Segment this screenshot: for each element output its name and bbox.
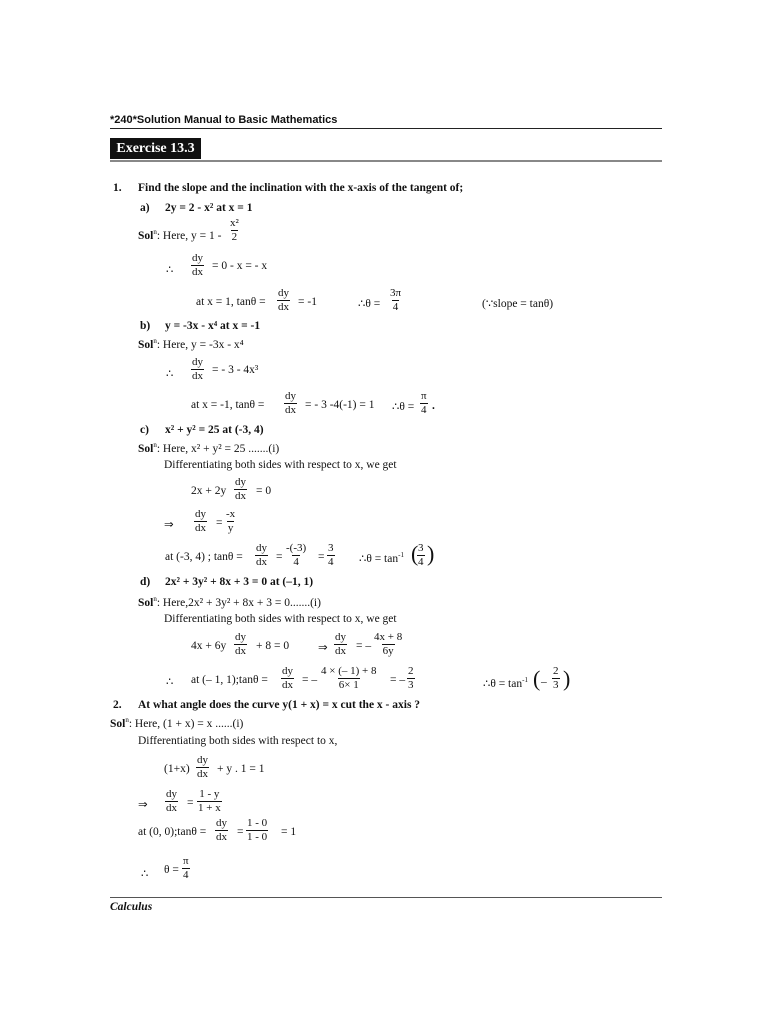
q1c-slope-result: $\frac{3}{4}$: [328, 542, 334, 568]
q1d-differentiating: Differentiating both sides with respect to x, we get: [164, 613, 397, 625]
q1d-line1-mid: + 8 = 0: [256, 640, 290, 652]
q1a-equation: 2y = 2 - x² at x = 1: [165, 202, 253, 214]
q1c-theta: ∴θ = $\tan^{-1}$: [359, 551, 404, 565]
q1d-solution: Sol$^n$: Here,2x² + 3y² + 8x + 3 = 0.......(i): [138, 595, 321, 609]
q1c-differentiating: Differentiating both sides with respect to x, we get: [164, 459, 397, 471]
equals-sign: =: [216, 517, 223, 529]
equals-minus: = –: [356, 640, 372, 652]
q2-theta-fraction: $\frac{\pi}{4}$: [183, 855, 189, 881]
q1-number: 1.: [113, 182, 122, 194]
dy-dx-fraction: $\frac{dy}{dx}$: [282, 665, 293, 691]
footer-rule: [110, 897, 662, 898]
q1b-theta-prefix: ∴θ =: [392, 401, 415, 413]
q2-slope-fraction: $\frac{1 - 0}{1 - 0}$: [247, 817, 268, 843]
q1b-derivative: = - 3 - 4x³: [212, 364, 259, 376]
q1b-label: b): [140, 320, 151, 332]
q1d-label: d): [140, 576, 151, 588]
q1a-theta-fraction: $\frac{3\pi}{4}$: [390, 287, 402, 313]
left-paren: (: [533, 666, 541, 691]
q2-line1-right: + y . 1 = 1: [217, 763, 265, 775]
q1c-theta-fraction: $\frac{3}{4}$: [418, 542, 424, 568]
therefore-symbol: ∴: [166, 368, 174, 380]
equals-sign: =: [276, 551, 283, 563]
q1d-theta-fraction: $\frac{2}{3}$: [553, 665, 559, 691]
dy-dx-fraction: $\frac{dy}{dx}$: [166, 788, 177, 814]
dy-dx-fraction: $\frac{dy}{dx}$: [216, 817, 227, 843]
q1c-solution: Sol$^n$: Here, x² + y² = 25 .......(i): [138, 441, 280, 455]
q1d-slope-text: at (– 1, 1);tanθ =: [191, 674, 268, 686]
dy-dx-fraction: $\frac{dy}{dx}$: [192, 356, 203, 382]
q1c-line1-left: 2x + 2y: [191, 485, 227, 497]
q1d-theta-sign: –: [541, 676, 547, 688]
dy-dx-fraction: $\frac{dy}{dx}$: [285, 390, 296, 416]
q2-theta-prefix: θ =: [164, 864, 179, 876]
dy-dx-fraction: $\frac{dy}{dx}$: [335, 631, 346, 657]
q1c-slope-fraction: $\frac{-(-3)}{4}$: [286, 542, 307, 568]
dy-dx-fraction: $\frac{dy}{dx}$: [197, 754, 208, 780]
q1d-slope-result: $\frac{2}{3}$: [408, 665, 414, 691]
equals-minus: = –: [390, 674, 406, 686]
q1a-slope-text: at x = 1, tanθ =: [196, 296, 266, 308]
therefore-symbol: ∴: [166, 264, 174, 276]
page-header: *240*Solution Manual to Basic Mathematics: [110, 114, 338, 126]
q1b-equation: y = -3x - x⁴ at x = -1: [165, 320, 261, 332]
q1a-slope-value: = -1: [298, 296, 317, 308]
q2-text: At what angle does the curve y(1 + x) = x cut the x - axis ?: [138, 699, 421, 711]
dy-dx-fraction: $\frac{dy}{dx}$: [235, 631, 246, 657]
footer-text: Calculus: [110, 901, 153, 913]
right-paren: ): [563, 666, 571, 691]
therefore-symbol: ∴: [141, 868, 149, 880]
q2-number: 2.: [113, 699, 122, 711]
q1c-slope-text: at (-3, 4) ; tanθ =: [165, 551, 243, 563]
q1a-derivative: = 0 - x = - x: [212, 260, 268, 272]
q1b-solution: Sol$^n$: Here, y = -3x - x⁴: [138, 337, 244, 351]
q1d-line1-left: 4x + 6y: [191, 640, 227, 652]
q1a-theta-prefix: ∴θ =: [358, 298, 381, 310]
dy-dx-fraction: $\frac{dy}{dx}$: [278, 287, 289, 313]
q2-slope-text: at (0, 0);tanθ =: [138, 826, 207, 838]
dy-dx-fraction: $\frac{dy}{dx}$: [192, 252, 203, 278]
q1d-theta: ∴θ = $\tan^{-1}$: [483, 676, 528, 690]
equals-minus: = –: [302, 674, 318, 686]
q1b-theta-fraction: $\frac{\pi}{4}$: [421, 390, 427, 416]
therefore-symbol: ∴: [166, 676, 174, 688]
q2-line2-fraction: $\frac{1 - y}{1 + x}$: [198, 788, 221, 814]
q1c-label: c): [140, 424, 149, 436]
q1c-equation: x² + y² = 25 at (-3, 4): [165, 424, 264, 436]
q1b-period: .: [432, 400, 435, 412]
equals-sign: =: [187, 797, 194, 809]
implies-symbol: ⇒: [164, 519, 174, 531]
q1d-equation: 2x² + 3y² + 8x + 3 = 0 at (–1, 1): [165, 576, 314, 588]
equals-sign: =: [237, 826, 244, 838]
q1b-slope-value: = - 3 -4(-1) = 1: [305, 399, 375, 411]
q1c-line1-right: = 0: [256, 485, 272, 497]
q1a-solution: Sol$^n$: Here, y = 1 -: [138, 228, 222, 242]
q1-text: Find the slope and the inclination with the x-axis of the tangent of;: [138, 182, 464, 194]
q1d-slope-fraction: $\frac{4 \times (- 1) + 8}{6\times 1}$: [321, 665, 377, 691]
left-paren: (: [411, 541, 419, 566]
exercise-label: Exercise 13.3: [110, 138, 201, 159]
q2-line1-left: (1+x): [164, 763, 190, 775]
q2-slope-value: = 1: [281, 826, 297, 838]
q1d-line1-fraction: $\frac{4x + 8}{6y}$: [374, 631, 403, 657]
q2-differentiating: Differentiating both sides with respect to x,: [138, 735, 338, 747]
q1a-fraction: $\frac{\text{x²}}{2}$: [230, 217, 239, 243]
q1b-slope-text: at x = -1, tanθ =: [191, 399, 265, 411]
q1a-label: a): [140, 202, 150, 214]
right-paren: ): [427, 541, 435, 566]
dy-dx-fraction: $\frac{dy}{dx}$: [235, 476, 246, 502]
q2-solution: Sol$^n$: Here, (1 + x) = x ......(i): [110, 716, 244, 730]
implies-symbol: ⇒: [318, 642, 328, 654]
header-rule: [110, 128, 662, 129]
equals-sign: =: [318, 551, 325, 563]
q1c-line2-fraction: $\frac{-x}{y}$: [226, 508, 236, 534]
dy-dx-fraction: $\frac{dy}{dx}$: [195, 508, 206, 534]
dy-dx-fraction: $\frac{dy}{dx}$: [256, 542, 267, 568]
exercise-rule: [110, 160, 662, 162]
q1a-note: (∵slope = tanθ): [482, 298, 554, 310]
implies-symbol: ⇒: [138, 799, 148, 811]
